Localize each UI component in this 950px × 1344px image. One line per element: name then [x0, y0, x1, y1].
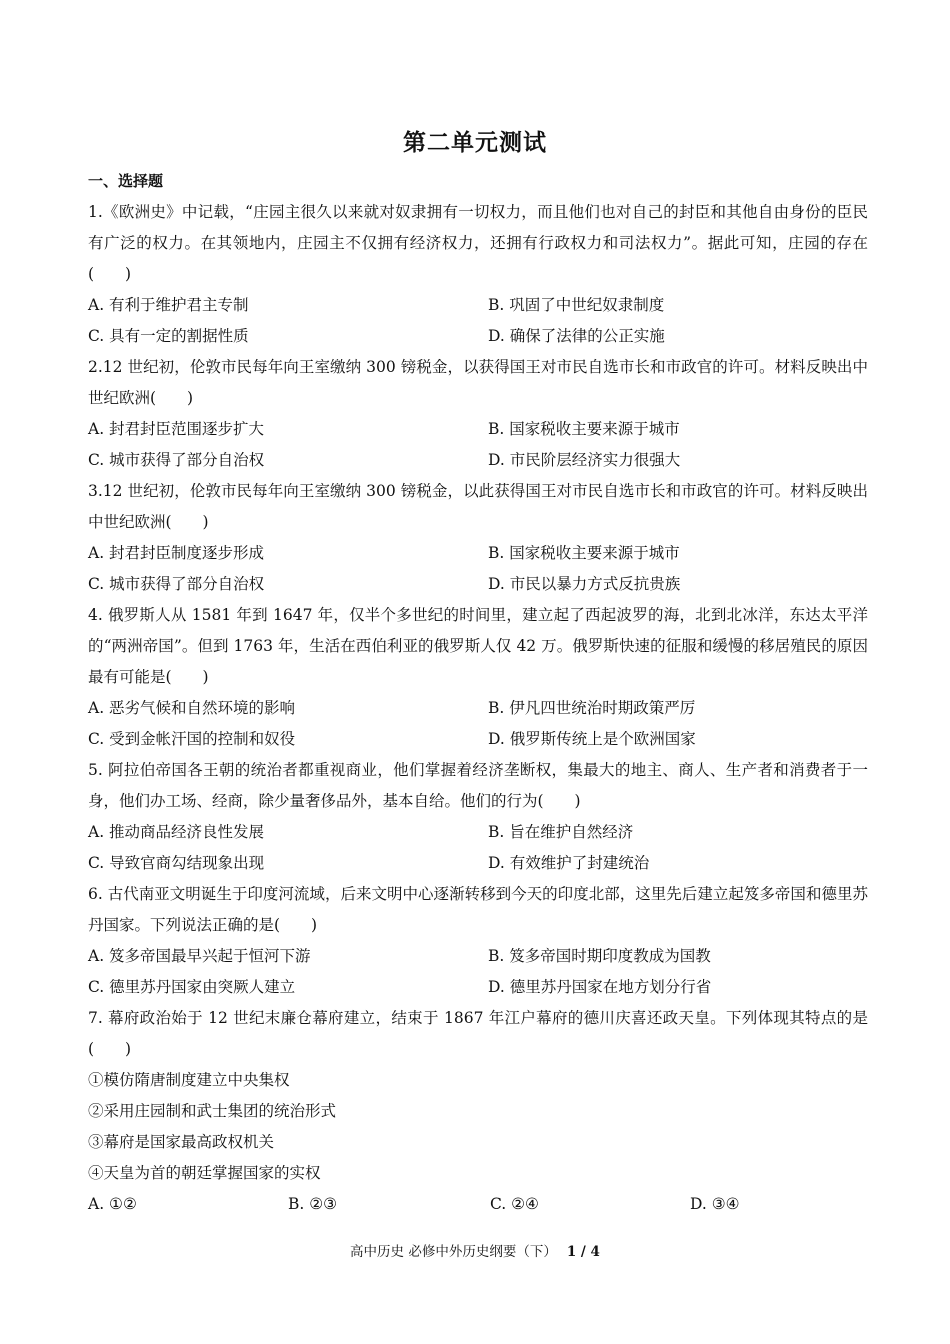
question-1 — [88, 197, 868, 352]
question-3 — [88, 476, 868, 600]
option-d[interactable]: D. 俄罗斯传统上是个欧洲国家 — [488, 730, 696, 748]
option-d[interactable]: D. 市民以暴力方式反抗贵族 — [488, 575, 681, 593]
option-b[interactable]: B. 巩固了中世纪奴隶制度 — [488, 296, 665, 314]
option-c[interactable]: C. ②④ — [490, 1195, 539, 1213]
option-a[interactable]: A. 有利于维护君主专制 — [88, 296, 249, 314]
question-stem: 2.12 世纪初，伦敦市民每年向王室缴纳 300 镑税金，以获得国王对市民自选市长和市政官的许可。材料反映出中世纪欧洲( ) — [88, 358, 868, 407]
question-6 — [88, 879, 868, 1003]
option-c[interactable]: C. 德里苏丹国家由突厥人建立 — [88, 978, 296, 996]
option-b[interactable]: B. 伊凡四世统治时期政策严厉 — [488, 699, 696, 717]
question-stem: 3.12 世纪初，伦敦市民每年向王室缴纳 300 镑税金，以此获得国王对市民自选市长和市政官的许可。材料反映出中世纪欧洲( ) — [88, 482, 868, 531]
option-b[interactable]: B. 笈多帝国时期印度教成为国教 — [488, 947, 711, 965]
statement-3: ③幕府是国家最高政权机关 — [88, 1133, 275, 1151]
option-a[interactable]: A. 封君封臣范围逐步扩大 — [88, 420, 265, 438]
option-a[interactable]: A. 恶劣气候和自然环境的影响 — [88, 699, 296, 717]
question-5 — [88, 755, 868, 879]
page-number: 1 / 4 — [566, 1244, 600, 1260]
section-heading: 一、选择题 — [88, 172, 164, 190]
question-2 — [88, 352, 868, 476]
options — [88, 414, 868, 476]
option-c[interactable]: C. 受到金帐汗国的控制和奴役 — [88, 730, 296, 748]
option-d[interactable]: D. ③④ — [690, 1195, 740, 1213]
options — [88, 290, 868, 352]
option-b[interactable]: B. ②③ — [288, 1195, 338, 1213]
options — [88, 1189, 868, 1220]
option-b[interactable]: B. 旨在维护自然经济 — [488, 823, 634, 841]
option-d[interactable]: D. 市民阶层经济实力很强大 — [488, 451, 681, 469]
page-title: 第二单元测试 — [403, 129, 547, 156]
options — [88, 941, 868, 1003]
option-a[interactable]: A. 封君封臣制度逐步形成 — [88, 544, 265, 562]
option-a[interactable]: A. 笈多帝国最早兴起于恒河下游 — [88, 947, 311, 965]
statement-2: ②采用庄园制和武士集团的统治形式 — [88, 1102, 337, 1120]
option-b[interactable]: B. 国家税收主要来源于城市 — [488, 544, 680, 562]
option-c[interactable]: C. 导致官商勾结现象出现 — [88, 854, 265, 872]
option-d[interactable]: D. 确保了法律的公正实施 — [488, 327, 665, 345]
option-a[interactable]: A. 推动商品经济良性发展 — [88, 823, 265, 841]
question-stem: 1.《欧洲史》中记载，“庄园主很久以来就对奴隶拥有一切权力，而且他们也对自己的封臣和其他自由身份的臣民有广泛的权力。在其领地内，庄园主不仅拥有经济权力，还拥有行政权力和司法权力”。据此可知，庄园的存在( ) — [88, 203, 868, 283]
option-a[interactable]: A. ①② — [88, 1195, 137, 1213]
option-b[interactable]: B. 国家税收主要来源于城市 — [488, 420, 680, 438]
options — [88, 693, 868, 755]
option-c[interactable]: C. 城市获得了部分自治权 — [88, 451, 265, 469]
question-stem: 4. 俄罗斯人从 1581 年到 1647 年，仅半个多世纪的时间里，建立起了西起波罗的海，北到北冰洋，东达太平洋的“两洲帝国”。但到 1763 年，生活在西伯利亚的俄罗斯人仅 42 万。俄罗斯快速的征服和缓慢的移居殖民的原因最有可能是( ) — [88, 606, 868, 686]
options — [88, 817, 868, 879]
question-4 — [88, 600, 868, 755]
statement-1: ①模仿隋唐制度建立中央集权 — [88, 1071, 290, 1089]
footer-text: 高中历史 必修中外历史纲要（下） — [350, 1244, 557, 1260]
question-7 — [88, 1003, 868, 1220]
option-d[interactable]: D. 德里苏丹国家在地方划分行省 — [488, 978, 712, 996]
question-stem: 6. 古代南亚文明诞生于印度河流域，后来文明中心逐渐转移到今天的印度北部，这里先后建立起笈多帝国和德里苏丹国家。下列说法正确的是( ) — [88, 885, 868, 934]
options — [88, 538, 868, 600]
question-stem: 7. 幕府政治始于 12 世纪末廉仓幕府建立，结束于 1867 年江户幕府的德川庆喜还政天皇。下列体现其特点的是( ) — [88, 1009, 868, 1058]
content — [88, 166, 868, 1220]
option-c[interactable]: C. 具有一定的割据性质 — [88, 327, 249, 345]
option-d[interactable]: D. 有效维护了封建统治 — [488, 854, 650, 872]
question-stem: 5. 阿拉伯帝国各王朝的统治者都重视商业，他们掌握着经济垄断权，集最大的地主、商人、生产者和消费者于一身，他们办工场、经商，除少量奢侈品外，基本自给。他们的行为( ) — [88, 761, 868, 810]
statement-4: ④天皇为首的朝廷掌握国家的实权 — [88, 1164, 321, 1182]
page-footer — [0, 1240, 950, 1260]
option-c[interactable]: C. 城市获得了部分自治权 — [88, 575, 265, 593]
